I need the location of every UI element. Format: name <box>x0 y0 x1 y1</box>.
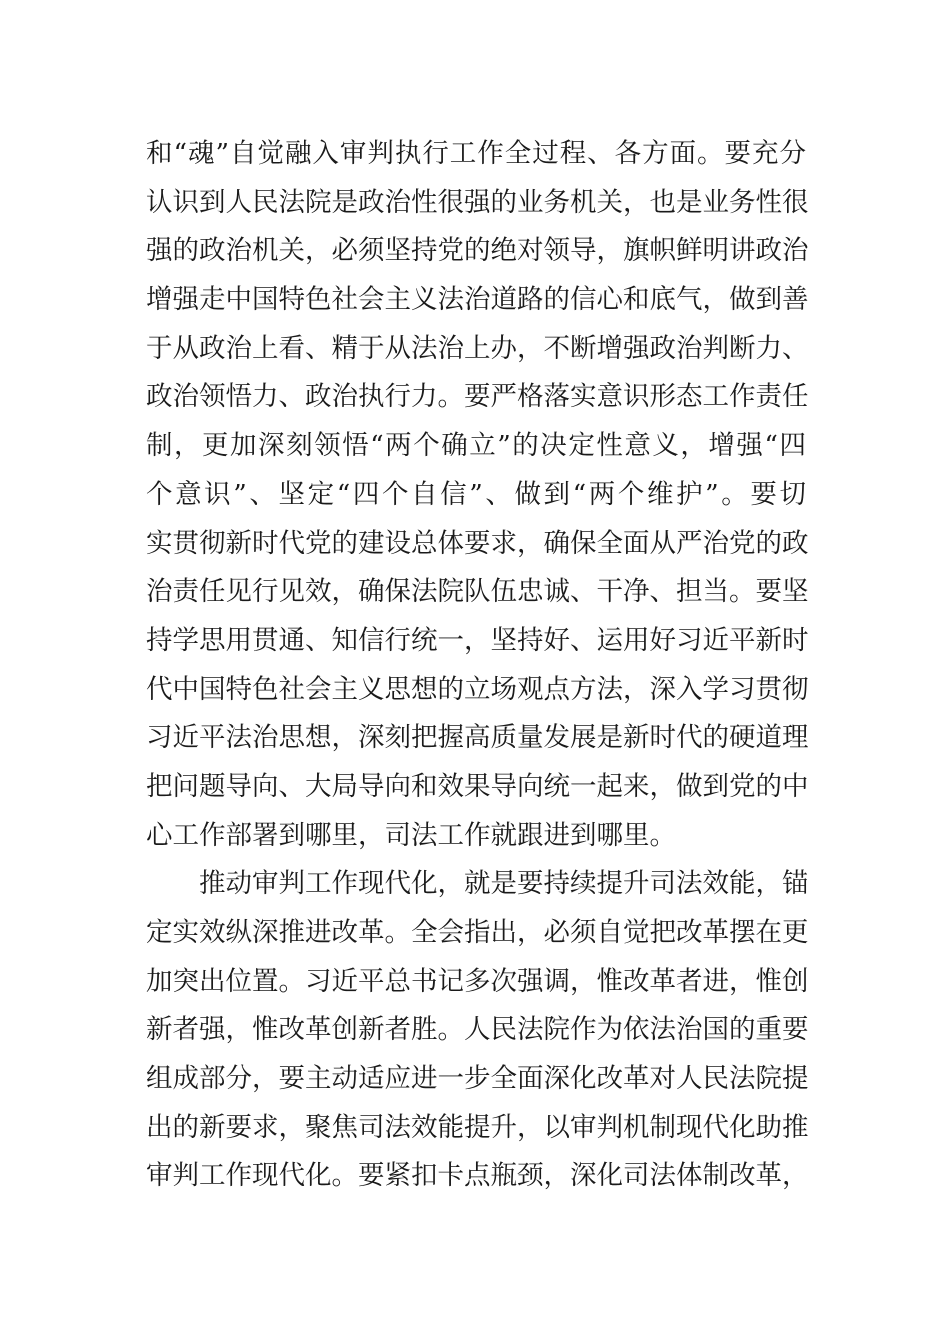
text-line: 认识到人民法院是政治性很强的业务机关，也是业务性很 <box>146 186 809 218</box>
text-line: 出的新要求，聚焦司法效能提升，以审判机制现代化助推 <box>146 1111 809 1143</box>
text-line: 加突出位置。习近平总书记多次强调，惟改革者进，惟创 <box>146 965 809 997</box>
text-line: 持学思用贯通、知信行统一，坚持好、运用好习近平新时 <box>146 624 809 656</box>
text-line: 强的政治机关，必须坚持党的绝对领导，旗帜鲜明讲政治 <box>146 235 809 267</box>
text-line: 实贯彻新时代党的建设总体要求，确保全面从严治党的政 <box>146 527 809 559</box>
text-line: 代中国特色社会主义思想的立场观点方法，深入学习贯彻 <box>146 673 809 705</box>
text-line: 制，更加深刻领悟“两个确立”的决定性意义，增强“四 <box>146 430 806 462</box>
text-line: 个意识”、坚定“四个自信”、做到“两个维护”。要切 <box>146 478 806 510</box>
text-line: 组成部分，要主动适应进一步全面深化改革对人民法院提 <box>146 1063 809 1095</box>
paragraph-2 <box>146 860 809 1201</box>
paragraph-1 <box>146 130 809 860</box>
text-line: 治责任见行见效，确保法院队伍忠诚、干净、担当。要坚 <box>146 576 809 608</box>
text-line: 心工作部署到哪里，司法工作就跟进到哪里。 <box>146 819 676 851</box>
text-line: 定实效纵深推进改革。全会指出，必须自觉把改革摆在更 <box>146 917 809 948</box>
text-line: 推动审判工作现代化，就是要持续提升司法效能，锚 <box>199 868 809 900</box>
text-line: 新者强，惟改革创新者胜。人民法院作为依法治国的重要 <box>146 1014 809 1046</box>
text-line: 习近平法治思想，深刻把握高质量发展是新时代的硬道理 <box>146 722 809 754</box>
text-line: 于从政治上看、精于从法治上办，不断增强政治判断力、 <box>146 332 809 364</box>
text-line: 把问题导向、大局导向和效果导向统一起来，做到党的中 <box>146 770 809 802</box>
text-line: 政治领悟力、政治执行力。要严格落实意识形态工作责任 <box>146 381 809 413</box>
document-body <box>146 130 809 1201</box>
text-line: 审判工作现代化。要紧扣卡点瓶颈，深化司法体制改革， <box>146 1160 809 1192</box>
text-line: 和“魂”自觉融入审判执行工作全过程、各方面。要充分 <box>146 138 806 169</box>
text-line: 增强走中国特色社会主义法治道路的信心和底气，做到善 <box>146 284 809 316</box>
